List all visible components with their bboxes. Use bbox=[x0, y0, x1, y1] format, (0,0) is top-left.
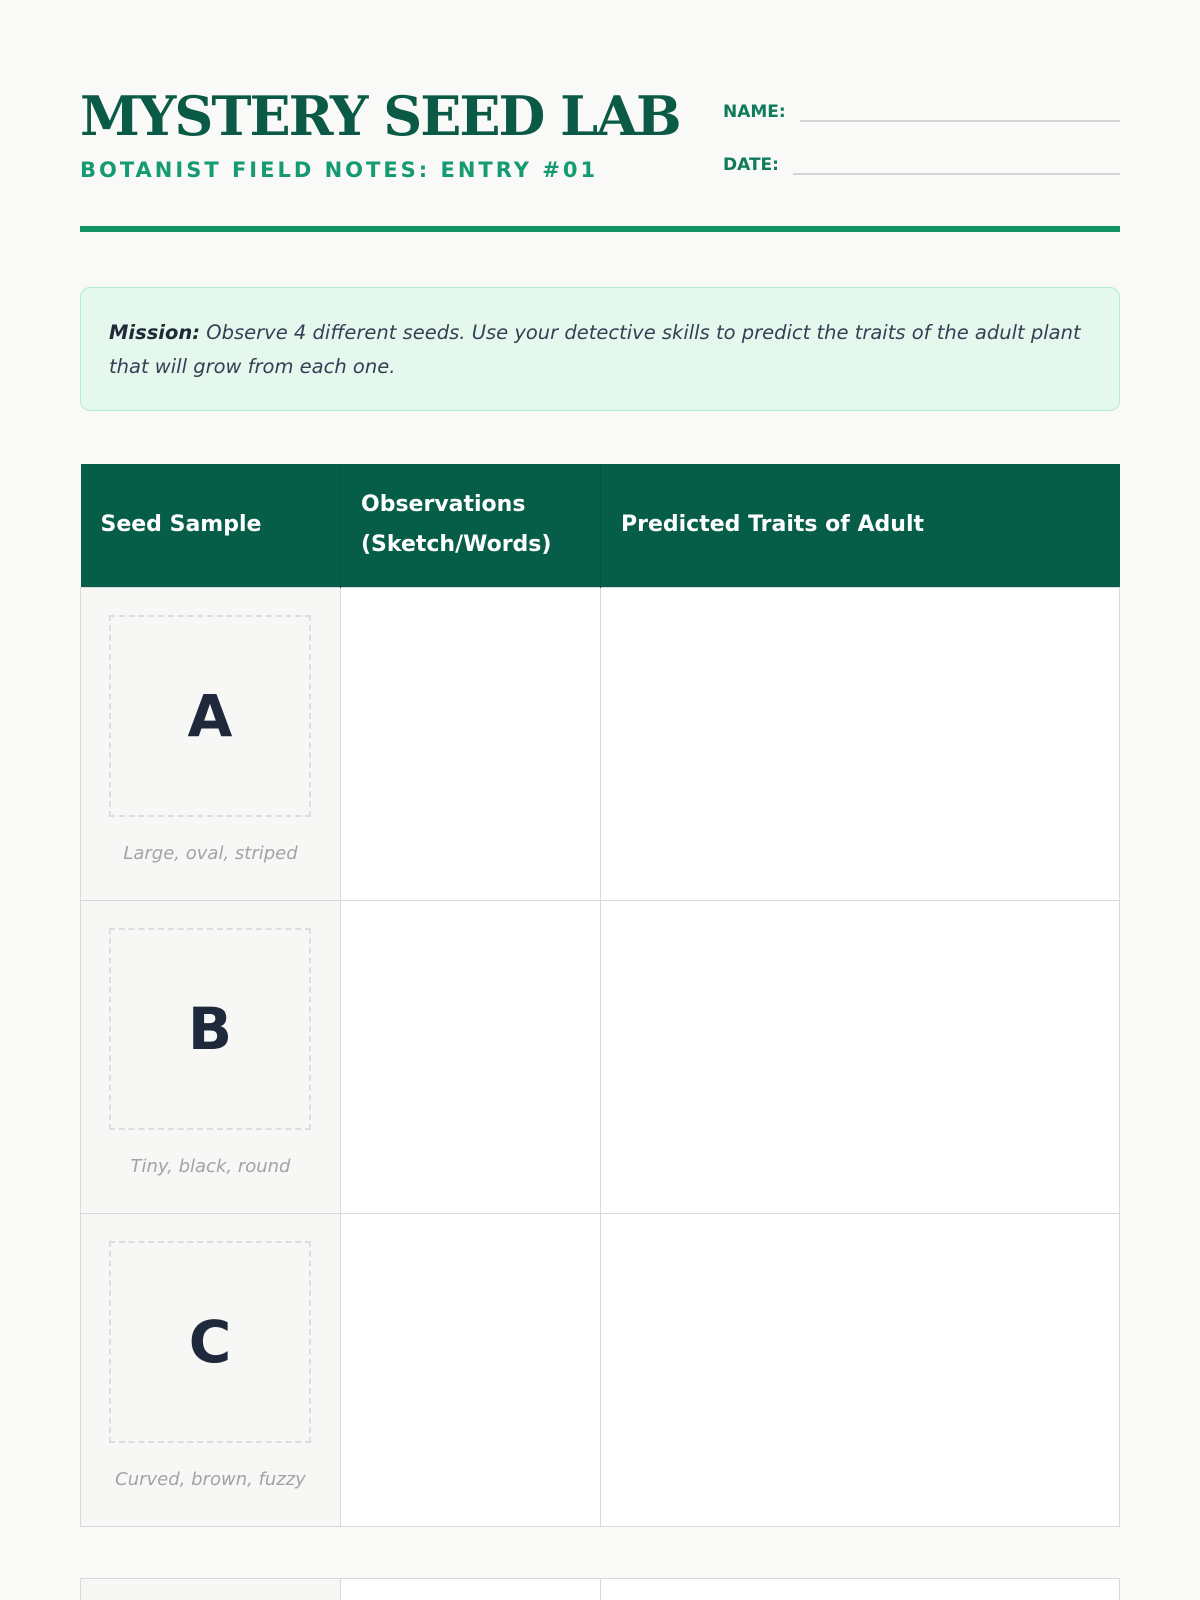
header-divider bbox=[80, 226, 1120, 232]
predicted-traits-cell[interactable] bbox=[601, 587, 1120, 900]
seed-letter: C bbox=[188, 1307, 232, 1376]
name-field[interactable] bbox=[723, 100, 1120, 124]
predicted-traits-cell[interactable] bbox=[601, 900, 1120, 1213]
header-observations: Observations (Sketch/Words) bbox=[341, 464, 601, 587]
date-line[interactable] bbox=[793, 173, 1120, 175]
observations-cell[interactable] bbox=[341, 1213, 601, 1526]
seed-label-box bbox=[109, 928, 311, 1130]
seed-sample-cell bbox=[81, 587, 341, 900]
seed-label-box bbox=[109, 1241, 311, 1443]
table-row bbox=[81, 587, 1120, 900]
page-subtitle: BOTANIST FIELD NOTES: ENTRY #01 bbox=[80, 158, 599, 182]
seed-description: Tiny, black, round bbox=[130, 1155, 291, 1177]
seed-sample-cell bbox=[81, 1213, 341, 1526]
seed-table bbox=[80, 464, 1120, 1527]
name-label: NAME: bbox=[723, 102, 786, 122]
mission-label: Mission: bbox=[109, 321, 201, 344]
seed-letter: B bbox=[187, 994, 233, 1063]
table-row bbox=[81, 1213, 1120, 1526]
table-row bbox=[81, 900, 1120, 1213]
seed-description: Large, oval, striped bbox=[123, 842, 298, 864]
observations-cell[interactable] bbox=[341, 587, 601, 900]
next-table-cell bbox=[81, 1579, 341, 1600]
predicted-traits-cell[interactable] bbox=[601, 1213, 1120, 1526]
header-predicted-traits: Predicted Traits of Adult bbox=[601, 464, 1120, 587]
seed-sample-cell bbox=[81, 900, 341, 1213]
worksheet-header bbox=[80, 0, 1120, 230]
date-field[interactable] bbox=[723, 153, 1120, 177]
date-label: DATE: bbox=[723, 155, 779, 175]
next-table-cell bbox=[341, 1579, 601, 1600]
page-title: MYSTERY SEED LAB bbox=[80, 84, 680, 148]
mission-box bbox=[80, 287, 1120, 411]
observations-cell[interactable] bbox=[341, 900, 601, 1213]
table-header-row bbox=[81, 464, 1120, 587]
seed-description: Curved, brown, fuzzy bbox=[115, 1468, 306, 1490]
seed-letter: A bbox=[187, 681, 233, 750]
header-seed-sample: Seed Sample bbox=[81, 464, 341, 587]
next-table-top bbox=[80, 1578, 1120, 1600]
next-table-cell bbox=[601, 1579, 1119, 1600]
seed-label-box bbox=[109, 615, 311, 817]
mission-text: Observe 4 different seeds. Use your detective skills to predict the traits of the adult plant that will grow from each one. bbox=[109, 321, 1081, 378]
name-line[interactable] bbox=[800, 120, 1120, 122]
